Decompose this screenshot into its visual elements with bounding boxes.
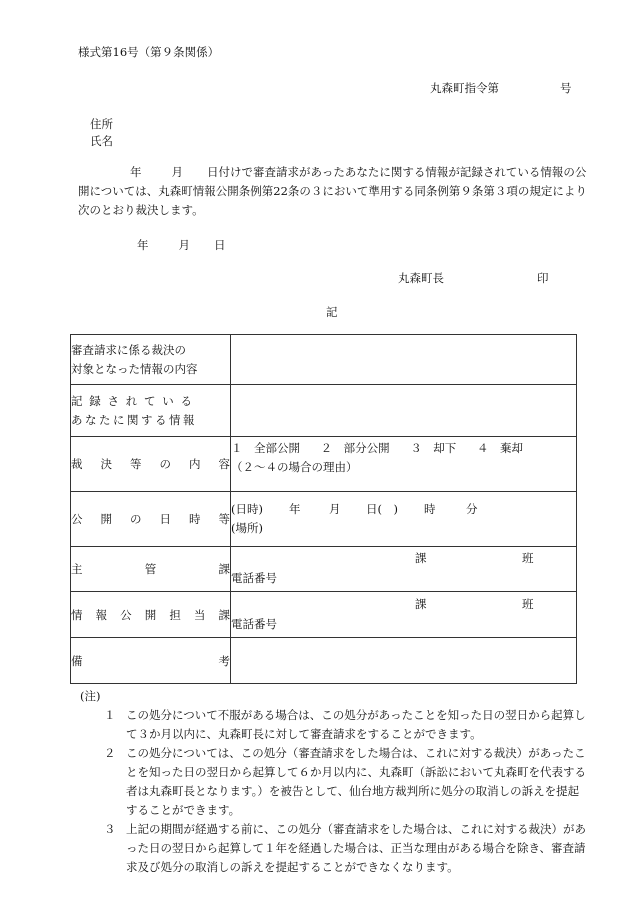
issue-year: 年 [137,238,149,252]
label-line: 記 録 さ れ て い る [71,393,192,408]
option-partial-disclosure[interactable]: ２ 部分公開 [320,441,390,455]
table-row [71,335,577,385]
note-item: １ この処分について不服がある場合は、この処分があったことを知った日の翌日から起算して３か月以内に、丸森町長に対して審査請求をすることができます。 [104,708,586,741]
signer-title: 丸森町長 [398,271,444,285]
value-disclosure-datetime[interactable] [231,492,577,547]
body-month: 月 [171,165,183,179]
place-label: (場所) [231,521,263,535]
section-han: 班 [522,596,534,611]
value-info-disclosure-section[interactable] [231,592,577,638]
issue-month: 月 [178,238,190,252]
label-remarks: 備 考 [71,638,231,684]
document-number-prefix: 丸森町指令第 [430,81,499,95]
notes-list [100,706,586,877]
issue-date [137,237,226,253]
label-line: 対象となった情報の内容 [71,361,198,376]
label-recorded-info [71,385,231,437]
table-row [71,492,577,547]
value-remarks[interactable] [231,638,577,684]
section-ka: 課 [415,551,427,565]
datetime-line: (日時) 年 月 日( ) 時 分 [231,502,478,516]
tel-label: 電話番号 [231,616,277,631]
decision-options [231,439,576,458]
label-disclosure-datetime: 公 開 の 日 時 等 [71,492,231,547]
label-line: 審査請求に係る裁決の [71,342,186,357]
table-row [71,592,577,638]
notes-heading: (注) [80,689,101,703]
note-item: ３ 上記の期間が経過する前に、この処分（審査請求をした場合は、これに対する裁決）があった日の翌日から起算して１年を経過した場合は、正当な理由がある場合を除き、審査請求及び処分の取消しの訴えを提起することができなくなります。 [104,822,586,874]
label-info-disclosure-section: 情 報 公 開 担 当 課 [71,592,231,638]
value-recorded-info[interactable] [231,385,577,437]
option-dismissal[interactable]: ３ 却下 [410,441,457,455]
reason-label: （２～４の場合の理由） [231,460,358,474]
tel-label: 電話番号 [231,571,277,585]
note-item: ２ この処分については、この処分（審査請求をした場合は、これに対する裁決）があったことを知った日の翌日から起算して６か月以内に、丸森町（訴訟において丸森町を代表する者は丸森町長となります。）を被告として、仙台地方裁判所に処分の取消しの訴えを提起することができます。 [104,746,586,817]
value-responsible-section[interactable] [231,547,577,592]
decision-table [70,334,577,684]
body-text: 日付けで審査請求があったあなたに関する情報が記録されている情報の公開については、丸森町情報公開条例第22条の３において準用する同条例第９条第３項の規定により次のとおり裁決します。 [78,165,587,217]
document-number-suffix: 号 [560,81,572,95]
table-row [71,437,577,492]
decision-body-text [78,163,588,220]
label-target-info [71,335,231,385]
ki-heading: 記 [326,305,338,319]
option-rejection[interactable]: ４ 棄却 [476,441,523,455]
section-ka: 課 [415,596,427,611]
label-decision: 裁 決 等 の 内 容 [71,437,231,492]
issue-day: 日 [214,238,226,252]
value-decision[interactable] [231,437,577,492]
option-full-disclosure[interactable]: １ 全部公開 [231,441,300,455]
value-target-info[interactable] [231,335,577,385]
section-han: 班 [522,551,534,565]
table-row [71,547,577,592]
label-line: あなたに関する情報 [71,412,197,427]
name-label: 氏名 [90,134,113,148]
seal-mark: 印 [537,271,549,285]
address-label: 住所 [90,117,113,131]
label-responsible-section: 主 管 課 [71,547,231,592]
table-row [71,638,577,684]
form-number: 様式第16号（第９条関係） [78,45,220,59]
table-row [71,385,577,437]
body-year: 年 [130,165,142,179]
